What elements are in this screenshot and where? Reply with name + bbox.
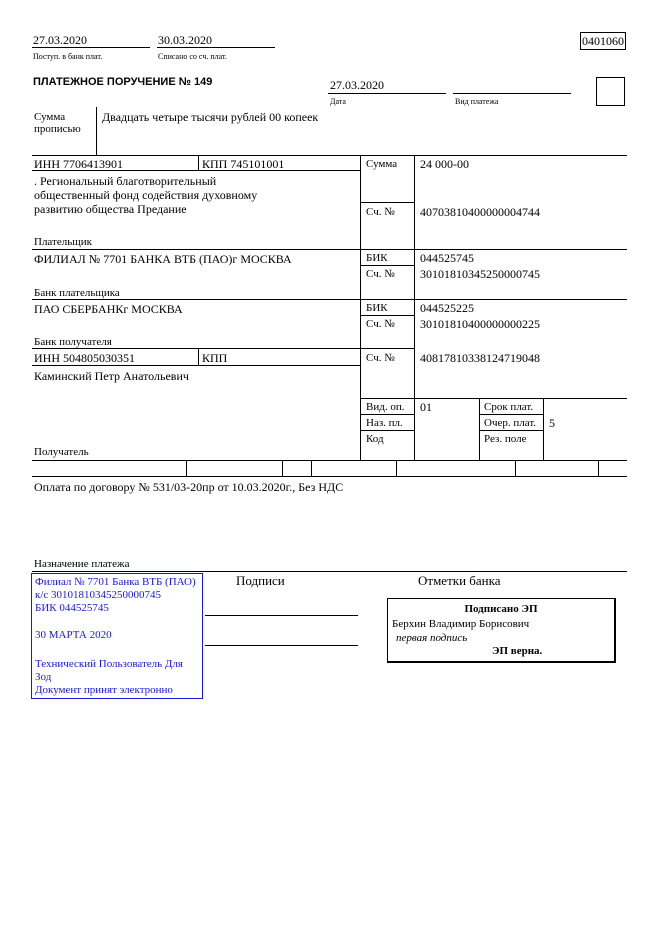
tax-vline-6 [598, 460, 599, 476]
payer-bank-bik-value: 044525745 [420, 251, 474, 265]
recipient-name: Каминский Петр Анатольевич [34, 369, 189, 383]
amount-words-label-2: прописью [34, 123, 81, 135]
grid-vline-360 [360, 155, 361, 460]
stamp-line-7: Документ принят электронно [35, 684, 173, 696]
electronic-signature-box [387, 598, 616, 663]
recipient-account-label: Сч. № [366, 352, 395, 364]
grid-vline-kpp-recipient [198, 348, 199, 365]
tax-vline-3 [311, 460, 312, 476]
payment-kind-caption: Вид платежа [455, 97, 499, 106]
stamp-line-3: БИК 044525745 [35, 602, 109, 614]
rez-label: Рез. поле [484, 433, 527, 445]
payment-kind-line [453, 93, 571, 94]
stamp-line-1: Филиал № 7701 Банка ВТБ (ПАО) [35, 576, 196, 588]
tax-vline-1 [186, 460, 187, 476]
grid-line-365 [32, 365, 360, 366]
payer-name-line-1: . Региональный благотворительный [34, 174, 217, 188]
payer-name-line-3: развитию общества Предание [34, 202, 187, 216]
grid-line-202 [360, 202, 414, 203]
grid-vline-479 [479, 398, 480, 460]
grid-line-414b [479, 414, 543, 415]
ep-signer: Берхин Владимир Борисович [392, 618, 530, 630]
grid-line-398 [360, 398, 627, 399]
debited-date: 30.03.2020 [158, 33, 212, 47]
recipient-bank-bik-label: БИК [366, 302, 388, 314]
naz-pl-label: Наз. пл. [366, 417, 403, 429]
payer-bank-account-label: Сч. № [366, 268, 395, 280]
order-date-caption: Дата [330, 97, 346, 106]
signatures-title: Подписи [236, 573, 285, 588]
purpose-text: Оплата по договору № 531/03-20пр от 10.03.2020г., Без НДС [34, 480, 344, 494]
grid-line-430b [479, 430, 543, 431]
amount-words-divider [96, 107, 97, 155]
kod-label: Код [366, 433, 384, 445]
form-code: 0401060 [582, 34, 624, 48]
signature-line-1 [205, 615, 358, 616]
grid-vline-kpp-payer [198, 155, 199, 170]
signature-line-2 [205, 645, 358, 646]
payment-status-box [596, 77, 625, 106]
debited-caption: Списано со сч. плат. [158, 52, 227, 61]
grid-line-249 [32, 249, 627, 250]
tax-vline-2 [282, 460, 283, 476]
vid-op-label: Вид. оп. [366, 401, 405, 413]
grid-line-315 [360, 315, 414, 316]
received-date-line [32, 47, 150, 48]
recipient-account-value: 40817810338124719048 [420, 351, 540, 365]
purpose-caption: Назначение платежа [34, 558, 130, 570]
tax-vline-4 [396, 460, 397, 476]
bank-stamp [31, 573, 203, 699]
payer-bank-caption: Банк плательщика [34, 287, 120, 299]
recipient-bank-bik-value: 044525225 [420, 301, 474, 315]
recipient-bank-name: ПАО СБЕРБАНКг МОСКВА [34, 302, 183, 316]
amount-words-label-1: Сумма [34, 111, 66, 123]
order-date: 27.03.2020 [330, 78, 384, 92]
stamp-line-2: к/с 30101810345250000745 [35, 589, 162, 601]
debited-date-line [157, 47, 275, 48]
recipient-bank-caption: Банк получателя [34, 336, 112, 348]
ep-role: первая подпись [396, 632, 468, 644]
bank-marks-title: Отметки банка [418, 573, 501, 588]
grid-line-460 [32, 460, 627, 461]
tax-vline-5 [515, 460, 516, 476]
order-title: ПЛАТЕЖНОЕ ПОРУЧЕНИЕ № 149 [33, 76, 213, 88]
payer-bank-bik-label: БИК [366, 252, 388, 264]
payer-bank-account-value: 30101810345250000745 [420, 267, 540, 281]
sum-value: 24 000-00 [420, 157, 469, 171]
stamp-line-5: Технический Пользователь Для [35, 658, 183, 670]
vid-op-value: 01 [420, 400, 432, 414]
stamp-line-6: Зод [35, 671, 52, 683]
purpose-line [32, 571, 627, 572]
ep-verified: ЭП верна. [492, 645, 543, 657]
payer-inn: ИНН 7706413901 [34, 157, 123, 171]
grid-line-476 [32, 476, 627, 477]
grid-line-414a [360, 414, 414, 415]
grid-vline-414 [414, 155, 415, 460]
order-date-line [328, 93, 446, 94]
grid-line-155 [32, 155, 627, 156]
srok-label: Срок плат. [484, 401, 534, 413]
grid-line-430a [360, 430, 414, 431]
payer-name-line-2: общественный фонд содействия духовному [34, 188, 258, 202]
recipient-bank-account-value: 30101810400000000225 [420, 317, 540, 331]
amount-words-value: Двадцать четыре тысячи рублей 00 копеек [102, 110, 319, 124]
grid-line-299 [32, 299, 627, 300]
grid-line-265 [360, 265, 414, 266]
ocher-label: Очер. плат. [484, 417, 537, 429]
payer-caption: Плательщик [34, 236, 92, 248]
sum-label: Сумма [366, 158, 398, 170]
recipient-inn: ИНН 504805030351 [34, 351, 135, 365]
payer-kpp: КПП 745101001 [202, 157, 285, 171]
recipient-bank-account-label: Сч. № [366, 318, 395, 330]
payer-account-value: 40703810400000004744 [420, 205, 540, 219]
stamp-line-4: 30 МАРТА 2020 [35, 629, 112, 641]
ep-title: Подписано ЭП [464, 603, 538, 615]
recipient-caption: Получатель [34, 446, 89, 458]
ocher-value: 5 [549, 416, 555, 430]
received-date: 27.03.2020 [33, 33, 87, 47]
grid-vline-543 [543, 398, 544, 460]
payer-bank-name: ФИЛИАЛ № 7701 БАНКА ВТБ (ПАО)г МОСКВА [34, 252, 292, 266]
received-caption: Поступ. в банк плат. [33, 52, 103, 61]
payer-account-label: Сч. № [366, 206, 395, 218]
recipient-kpp: КПП [202, 351, 228, 365]
